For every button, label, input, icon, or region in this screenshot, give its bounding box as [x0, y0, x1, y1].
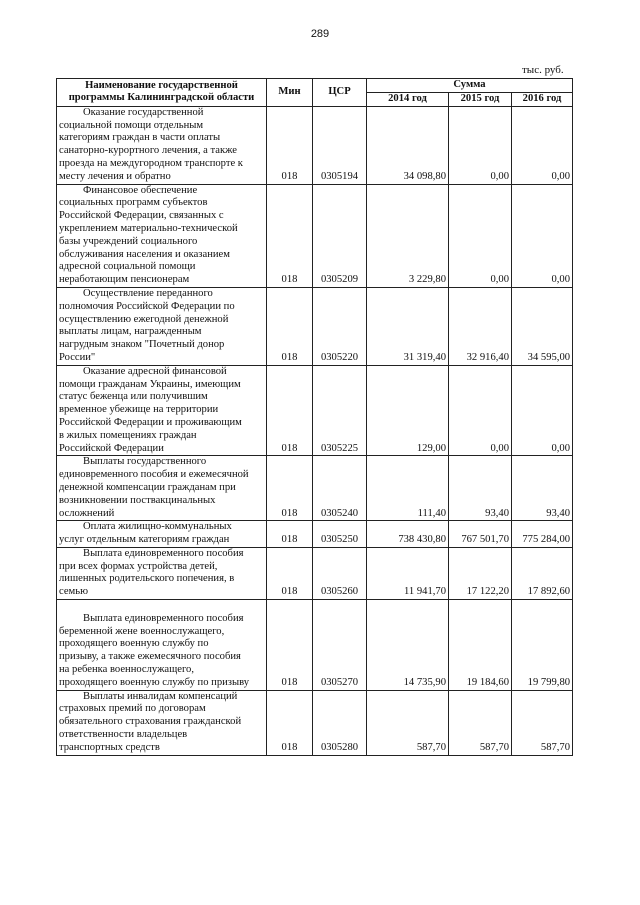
program-name-cell	[57, 287, 267, 365]
table-row	[57, 287, 573, 365]
program-name-cell	[57, 184, 267, 287]
program-name-line: проезда на междугородном транспорте к	[59, 157, 243, 169]
sum-2016-cell: 0,00	[512, 365, 573, 456]
budget-table	[56, 78, 573, 756]
sum-2014-cell: 31 319,40	[367, 287, 449, 365]
program-name-line: социальных программ субъектов	[59, 197, 208, 209]
program-name-line: страховых премий по договорам	[59, 703, 206, 715]
header-year-2016: 2016 год	[512, 92, 573, 106]
sum-2016-cell: 17 892,60	[512, 547, 573, 599]
sum-2014-cell: 738 430,80	[367, 521, 449, 548]
sum-2015-cell: 0,00	[449, 365, 512, 456]
program-name-line: обслуживания населения и оказанием	[59, 248, 230, 260]
program-name-line: статус беженца или получившим	[59, 391, 208, 403]
table-body	[57, 106, 573, 755]
program-name-line: возникновении поствакцинальных	[59, 494, 216, 506]
csr-cell: 0305225	[313, 365, 367, 456]
program-name-line: Российской Федерации, связанных с	[59, 210, 224, 222]
table-row	[57, 365, 573, 456]
table-row	[57, 184, 573, 287]
program-name-line: осуществлению ежегодной денежной	[59, 313, 229, 325]
csr-cell: 0305209	[313, 184, 367, 287]
program-name-line: ответственности владельцев	[59, 729, 188, 741]
sum-2015-cell: 32 916,40	[449, 287, 512, 365]
csr-cell: 0305240	[313, 456, 367, 521]
sum-2016-cell: 93,40	[512, 456, 573, 521]
program-name-cell	[57, 690, 267, 755]
program-name-line: адресной социальной помощи	[59, 261, 196, 273]
program-name-cell	[57, 365, 267, 456]
program-name-line: в жилых помещениях граждан	[59, 429, 197, 441]
program-name-line: социальной помощи отдельным	[59, 119, 204, 131]
program-name-line: Оплата жилищно-коммунальных	[83, 521, 232, 533]
sum-2015-cell: 767 501,70	[449, 521, 512, 548]
sum-2014-cell: 587,70	[367, 690, 449, 755]
program-name-line: выплаты лицам, награжденным	[59, 326, 202, 338]
sum-2015-cell: 0,00	[449, 184, 512, 287]
program-name-line: беременной жене военнослужащего,	[59, 625, 225, 637]
program-name-line: осложнений	[59, 507, 115, 519]
table-row	[57, 106, 573, 184]
program-name-line	[59, 600, 264, 613]
csr-cell: 0305194	[313, 106, 367, 184]
header-year-2015: 2015 год	[449, 92, 512, 106]
header-sum: Сумма	[367, 79, 573, 93]
program-name-line: нагрудным знаком "Почетный донор	[59, 339, 225, 351]
program-name-line: услуг отдельным категориям граждан	[59, 534, 230, 546]
sum-2014-cell: 129,00	[367, 365, 449, 456]
program-name-line: Финансовое обеспечение	[83, 184, 198, 196]
table-row	[57, 600, 573, 691]
program-name-cell	[57, 600, 267, 691]
min-cell: 018	[267, 521, 313, 548]
table-row	[57, 521, 573, 548]
program-name-line: Оказание адресной финансовой	[83, 365, 227, 377]
program-name-line: при всех формах устройства детей,	[59, 560, 218, 572]
program-name-cell	[57, 456, 267, 521]
program-name-line: Оказание государственной	[83, 106, 204, 118]
units-label: тыс. руб.	[522, 64, 564, 76]
program-name-line: проходящего военную службу по	[59, 638, 209, 650]
program-name-line: призыву, а также ежемесячного пособия	[59, 651, 241, 663]
program-name-line: Выплаты государственного	[83, 456, 207, 468]
min-cell: 018	[267, 547, 313, 599]
program-name-line: помощи гражданам Украины, имеющим	[59, 378, 241, 390]
program-name-line: Российской Федерации	[59, 442, 164, 454]
table-row	[57, 690, 573, 755]
sum-2016-cell: 0,00	[512, 184, 573, 287]
sum-2016-cell: 775 284,00	[512, 521, 573, 548]
program-name-line: базы учреждений социального	[59, 235, 198, 247]
program-name-line: лишенных родительского попечения, в	[59, 573, 235, 585]
sum-2015-cell: 19 184,60	[449, 600, 512, 691]
sum-2014-cell: 11 941,70	[367, 547, 449, 599]
header-min: Мин	[267, 79, 313, 107]
program-name-line: полномочия Российской Федерации по	[59, 300, 235, 312]
program-name-line: месту лечения и обратно	[59, 170, 171, 182]
program-name-cell	[57, 547, 267, 599]
program-name-line: денежной компенсации гражданам при	[59, 481, 236, 493]
csr-cell: 0305280	[313, 690, 367, 755]
program-name-line: неработающим пенсионерам	[59, 274, 190, 286]
sum-2015-cell: 93,40	[449, 456, 512, 521]
program-name-line: временное убежище на территории	[59, 404, 219, 416]
program-name-line: категориям граждан в части оплаты	[59, 132, 221, 144]
program-name-line: Выплата единовременного пособия	[83, 612, 244, 624]
header-year-2014: 2014 год	[367, 92, 449, 106]
min-cell: 018	[267, 690, 313, 755]
table-row	[57, 547, 573, 599]
header-csr: ЦСР	[313, 79, 367, 107]
program-name-line: укреплением материально-технической	[59, 222, 238, 234]
min-cell: 018	[267, 456, 313, 521]
sum-2015-cell: 587,70	[449, 690, 512, 755]
program-name-line: Осуществление переданного	[83, 287, 213, 299]
sum-2016-cell: 587,70	[512, 690, 573, 755]
sum-2015-cell: 17 122,20	[449, 547, 512, 599]
program-name-line: Выплаты инвалидам компенсаций	[83, 690, 238, 702]
min-cell: 018	[267, 106, 313, 184]
table-row	[57, 456, 573, 521]
sum-2014-cell: 111,40	[367, 456, 449, 521]
program-name-line: России"	[59, 351, 96, 363]
page-number: 289	[310, 28, 330, 40]
sum-2016-cell: 19 799,80	[512, 600, 573, 691]
program-name-line: Выплата единовременного пособия	[83, 547, 244, 559]
program-name-line: проходящего военную службу по призыву	[59, 676, 250, 688]
sum-2015-cell: 0,00	[449, 106, 512, 184]
min-cell: 018	[267, 184, 313, 287]
program-name-line: Российской Федерации и проживающим	[59, 416, 242, 428]
program-name-line: на ребенка военнослужащего,	[59, 664, 194, 676]
min-cell: 018	[267, 365, 313, 456]
sum-2014-cell: 14 735,90	[367, 600, 449, 691]
sum-2014-cell: 3 229,80	[367, 184, 449, 287]
program-name-line: единовременного пособия и ежемесячной	[59, 469, 249, 481]
program-name-line: семью	[59, 586, 88, 598]
sum-2016-cell: 34 595,00	[512, 287, 573, 365]
program-name-line: транспортных средств	[59, 741, 160, 753]
min-cell: 018	[267, 600, 313, 691]
program-name-cell	[57, 521, 267, 548]
program-name-cell	[57, 106, 267, 184]
program-name-line: санаторно-курортного лечения, а также	[59, 145, 237, 157]
csr-cell: 0305250	[313, 521, 367, 548]
min-cell: 018	[267, 287, 313, 365]
header-program-name: Наименование государственной программы Калининградской области	[57, 79, 267, 107]
program-name-line: обязательного страхования гражданской	[59, 716, 242, 728]
csr-cell: 0305260	[313, 547, 367, 599]
sum-2016-cell: 0,00	[512, 106, 573, 184]
sum-2014-cell: 34 098,80	[367, 106, 449, 184]
csr-cell: 0305220	[313, 287, 367, 365]
csr-cell: 0305270	[313, 600, 367, 691]
